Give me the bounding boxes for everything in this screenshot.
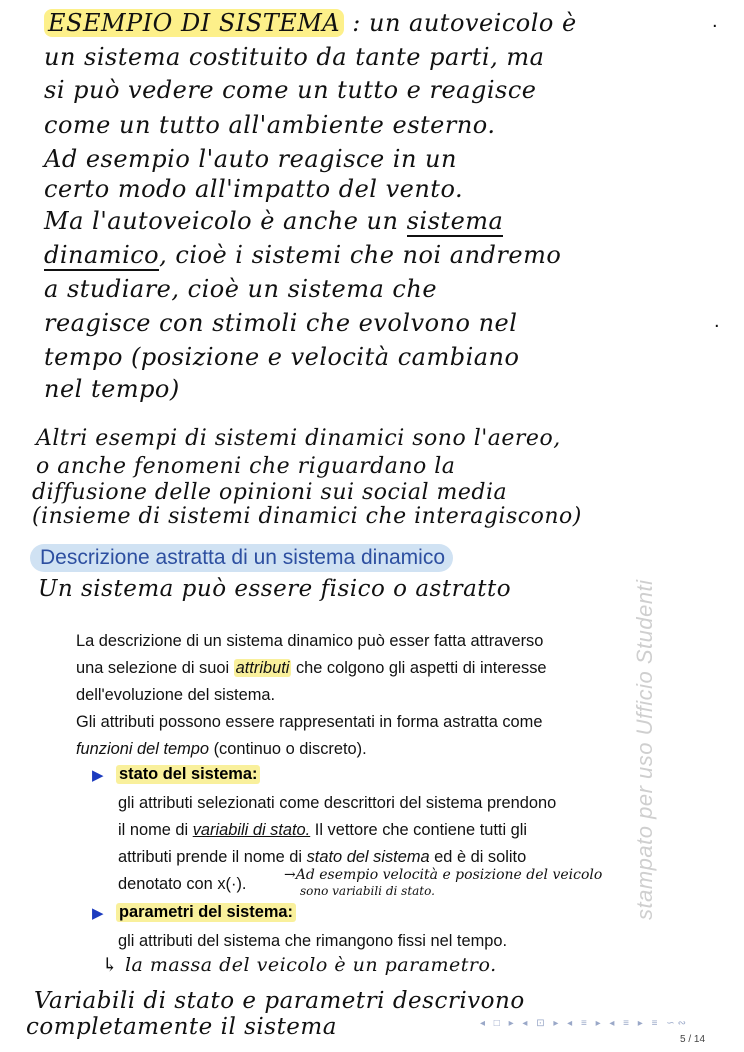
handwritten-example-line: Altri esempi di sistemi dinamici sono l'aereo, bbox=[36, 426, 561, 451]
handwritten-line: nel tempo) bbox=[44, 375, 180, 403]
bullet-text: ed è di solito bbox=[429, 848, 527, 866]
bullet-line: gli attributi del sistema che rimangono fissi nel tempo. bbox=[118, 932, 508, 950]
bullet-label-parametri: parametri del sistema: bbox=[116, 903, 296, 922]
handwritten-conclusion-line: completamente il sistema bbox=[26, 1014, 337, 1040]
handwritten-underlined-word: sistema bbox=[406, 207, 504, 235]
handwritten-note: →Ad esempio velocità e posizione del veicolo bbox=[284, 867, 603, 883]
handwritten-line: tempo (posizione e velocità cambiano bbox=[44, 343, 520, 371]
handwritten-line-with-underline bbox=[44, 208, 503, 234]
handwritten-underlined-word: dinamico bbox=[44, 241, 160, 269]
bullet-line bbox=[118, 817, 658, 844]
handwritten-subtitle: Un sistema può essere fisico o astratto bbox=[38, 576, 512, 602]
handwritten-line: reagisce con stimoli che evolvono nel bbox=[44, 309, 518, 337]
handwritten-note: sono variabili di stato. bbox=[300, 884, 435, 898]
bullet-line: gli attributi selezionati come descrittori del sistema prendono bbox=[118, 794, 557, 812]
bullet-text: attributi prende il nome di bbox=[118, 848, 307, 866]
watermark: stampato per uso Ufficio Studenti bbox=[632, 579, 657, 920]
handwritten-note: ↳ la massa del veicolo è un parametro. bbox=[102, 954, 497, 976]
handwritten-line: Ad esempio l'auto reagisce in un bbox=[44, 145, 457, 173]
bullet-text: il nome di bbox=[118, 821, 193, 839]
paragraph-line bbox=[76, 736, 656, 763]
paragraph-text: che colgono gli aspetti di interesse bbox=[291, 659, 547, 677]
handwritten-heading: ESEMPIO DI SISTEMA bbox=[44, 9, 344, 37]
bullet-triangle-icon: ▶ bbox=[92, 767, 104, 784]
italic-term: variabili di stato. bbox=[192, 821, 311, 839]
bullet-text: Il vettore che contiene tutti gli bbox=[310, 821, 528, 839]
page-number: 5 / 14 bbox=[680, 1034, 706, 1045]
handwritten-heading-line bbox=[44, 10, 577, 36]
stray-dot: . bbox=[714, 310, 720, 332]
slide-navigation-icons[interactable]: ◂ □ ▸ ◂ ⊡ ▸ ◂ ≡ ▸ ◂ ≡ ▸ ≡ ∽∾ bbox=[480, 1018, 689, 1029]
handwritten-example-line: diffusione delle opinioni sui social media bbox=[32, 480, 508, 505]
paragraph-line bbox=[76, 655, 656, 682]
stray-dot: . bbox=[712, 10, 718, 32]
handwritten-line: certo modo all'impatto del vento. bbox=[44, 175, 464, 203]
italic-term: stato del sistema bbox=[306, 848, 430, 866]
paragraph-line: La descrizione di un sistema dinamico può esser fatta attraverso bbox=[76, 632, 544, 650]
paragraph-line: Gli attributi possono essere rappresentati in forma astratta come bbox=[76, 713, 543, 731]
description-paragraph bbox=[76, 628, 656, 763]
handwritten-line: : un autoveicolo è bbox=[352, 9, 577, 37]
highlighted-term-attributi: attributi bbox=[235, 659, 290, 677]
handwritten-line: un sistema costituito da tante parti, ma bbox=[44, 43, 545, 71]
handwritten-example-line: o anche fenomeni che riguardano la bbox=[36, 454, 456, 479]
bullet-body bbox=[118, 928, 658, 955]
paragraph-text: (continuo o discreto). bbox=[209, 740, 367, 758]
handwritten-text: Ma l'autoveicolo è anche un bbox=[44, 207, 399, 235]
handwritten-example-line: (insieme di sistemi dinamici che interagiscono) bbox=[32, 504, 582, 529]
handwritten-line: si può vedere come un tutto e reagisce bbox=[44, 76, 537, 104]
italic-term: funzioni del tempo bbox=[76, 740, 210, 758]
section-title: Descrizione astratta di un sistema dinamico bbox=[30, 544, 453, 572]
handwritten-line-with-underline bbox=[44, 242, 561, 268]
bullet-line: denotato con x(·). bbox=[118, 875, 247, 893]
handwritten-conclusion-line: Variabili di stato e parametri descrivono bbox=[34, 988, 525, 1014]
handwritten-line: a studiare, cioè un sistema che bbox=[44, 275, 438, 303]
paragraph-line: dell'evoluzione del sistema. bbox=[76, 686, 276, 704]
handwritten-line: come un tutto all'ambiente esterno. bbox=[44, 111, 496, 139]
bullet-label-stato: stato del sistema: bbox=[116, 765, 260, 784]
bullet-triangle-icon: ▶ bbox=[92, 905, 104, 922]
handwritten-text: , cioè i sistemi che noi andremo bbox=[159, 241, 562, 269]
paragraph-text: una selezione di suoi bbox=[76, 659, 234, 677]
